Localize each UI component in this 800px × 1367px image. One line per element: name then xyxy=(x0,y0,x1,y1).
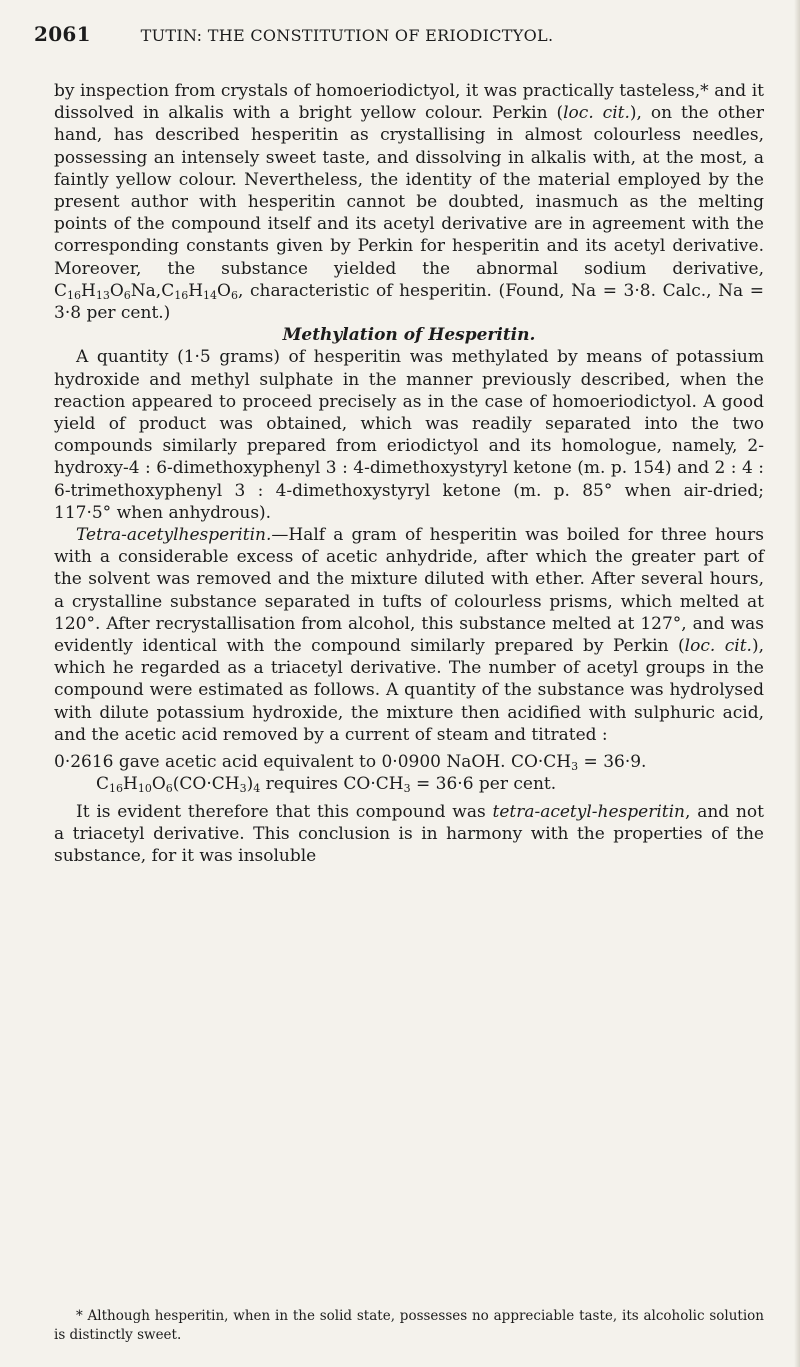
text-run: H xyxy=(123,774,138,795)
subscript: 16 xyxy=(174,288,189,302)
footnote xyxy=(54,1307,764,1345)
subscript: 3 xyxy=(239,782,247,796)
text-run: 0·2616 gave acetic acid equivalent to 0·0900 NaOH. CO·CH xyxy=(54,752,572,773)
compound-name: tetra-acetyl-hesperitin xyxy=(492,801,686,822)
subsection-title: Tetra-acetylhesperitin. xyxy=(76,525,272,546)
page-edge-shadow xyxy=(794,0,800,1367)
text-run: by inspection from crystals of homoeriodictyol, it was practically tasteless,* and it dissolved in alkalis with a bright yellow colour. Perkin ( xyxy=(54,81,764,124)
citation: loc. cit. xyxy=(563,103,630,124)
subscript: 13 xyxy=(95,288,110,302)
text-run: = 36·9. xyxy=(578,752,647,773)
subscript: 16 xyxy=(109,782,124,796)
formula-found xyxy=(54,751,764,773)
formula-required xyxy=(54,773,764,795)
text-run: —Half a gram of hesperitin was boiled for three hours with a considerable excess of acetic anhydride, after which the greater part of the solvent was removed and the mixture diluted with ether. After several hours, a crystalline substance separated in tufts of colourless prisms, which melted at 120°. After recrystallisation from alcohol, this substance melted at 127°, and was evidently identical with the compound similarly prepared by Perkin ( xyxy=(54,525,764,657)
subscript: 14 xyxy=(203,288,218,302)
text-run: ), on the other hand, has described hesperitin as crystallising in almost colourless needles, possessing an intensely sweet taste, and dissolving in alkalis with, at the most, a faintly yellow colour. Nevertheless, the identity of the material employed by the present author with hesperitin cannot be doubted, inasmuch as the melting points of the compound itself and its acetyl derivative are in agreement with the corresponding constants given by Perkin for hesperitin and its acetyl derivative. Moreover, the substance yielded the abnormal sodium derivative, C xyxy=(54,103,764,301)
text-run: O xyxy=(151,774,166,795)
text-run: ) xyxy=(246,774,254,795)
running-header xyxy=(34,22,764,46)
running-title: TUTIN: THE CONSTITUTION OF ERIODICTYOL. xyxy=(140,26,554,45)
text-run: ), which he regarded as a triacetyl derivative. The number of acetyl groups in the compound were estimated as follows. A quantity of the substance was hydrolysed with dilute potassium hydroxide, the mixture then acidified with sulphuric acid, and the acetic acid removed by a current of steam and titrated : xyxy=(54,636,764,745)
text-run: (CO·CH xyxy=(172,774,240,795)
text-run: H xyxy=(81,280,96,301)
text-run: , and not a triacetyl derivative. This conclusion is in harmony with the properties of the substance, for it was insoluble xyxy=(54,801,764,866)
text-run: requires CO·CH xyxy=(260,774,404,795)
section-heading: Methylation of Hesperitin. xyxy=(282,325,536,346)
paragraph-2: A quantity (1·5 grams) of hesperitin was methylated by means of potassium hydroxide and methyl sulphate in the manner previously described, when the reaction appeared to proceed precisely as in the case of homoeriodictyol. A good yield of product was obtained, which was readily separated into the two compounds similarly prepared from eriodictyol and its homologue, namely, 2-hydroxy-4 : 6-dimethoxyphenyl 3 : 4-dimethoxystyryl ketone (m. p. 154) and 2 : 4 : 6-trimethoxyphenyl 3 : 4-dimethoxystyryl ketone (m. p. 85° when air-dried; 117·5° when anhydrous). xyxy=(54,347,764,523)
paragraph-4 xyxy=(54,801,764,868)
subscript: 10 xyxy=(137,782,152,796)
page-number: 2061 xyxy=(34,22,91,46)
subscript: 6 xyxy=(165,782,173,796)
subscript: 16 xyxy=(67,288,82,302)
text-run: O xyxy=(217,280,231,301)
text-run: = 36·6 per cent. xyxy=(410,774,557,795)
text-run: H xyxy=(188,280,204,301)
subscript: 4 xyxy=(253,782,261,796)
text-run: It is evident therefore that this compound was xyxy=(76,801,493,822)
subscript: 6 xyxy=(123,288,131,302)
paragraph-1 xyxy=(54,80,764,324)
citation: loc. cit. xyxy=(684,636,752,657)
text-run: C xyxy=(96,774,110,795)
subscript: 3 xyxy=(403,782,411,796)
paragraph-3 xyxy=(54,524,764,746)
footnote-text: * Although hesperitin, when in the solid state, possesses no appreciable taste, its alcoholic solution is distinctly sweet. xyxy=(54,1308,764,1343)
body-text xyxy=(54,80,764,867)
text-run: Na,C xyxy=(130,280,175,301)
text-run: , characteristic of hesperitin. (Found, Na = 3·8. Calc., Na = 3·8 per cent.) xyxy=(54,280,764,324)
text-run: O xyxy=(109,280,124,301)
subscript: 3 xyxy=(571,760,579,774)
subscript: 6 xyxy=(230,288,238,302)
